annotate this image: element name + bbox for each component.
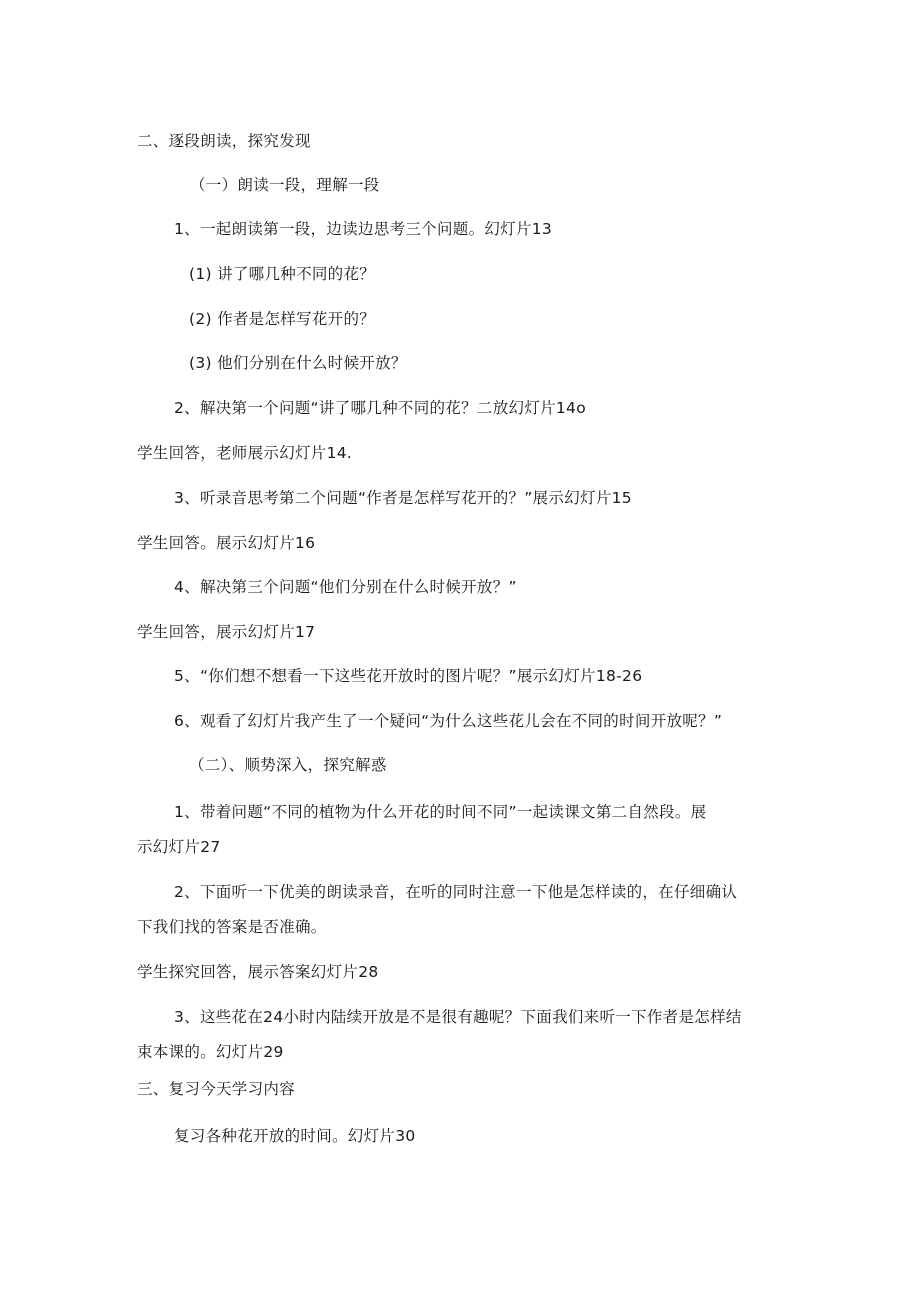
part2-heading: （二）、顺势深入，探究解惑 (189, 756, 387, 774)
question-1: (1) 讲了哪几种不同的花？ (189, 265, 376, 283)
part2-item-3-line1: 3、这些花在24小时内陆续开放是不是很有趣呢？下面我们来听一下作者是怎样结 (174, 1008, 742, 1026)
answer-1: 学生回答，老师展示幻灯片14. (137, 444, 353, 462)
answer-2: 学生回答。展示幻灯片16 (137, 534, 316, 552)
part2-item-3 (137, 1007, 742, 1062)
part2-item-1 (137, 802, 707, 857)
part2-answer: 学生探究回答，展示答案幻灯片28 (137, 963, 379, 981)
part2-item-2 (137, 882, 738, 937)
part2-item-2-line1: 2、下面听一下优美的朗读录音，在听的同时注意一下他是怎样读的，在仔细确认 (174, 883, 738, 901)
answer-3: 学生回答，展示幻灯片17 (137, 623, 316, 641)
part2-item-3-line2: 束本课的。幻灯片29 (137, 1043, 284, 1061)
part2-item-1-line2: 示幻灯片27 (137, 838, 221, 856)
part2-item-1-line1: 1、带着问题“不同的植物为什么开花的时间不同”一起读课文第二自然段。展 (174, 803, 707, 821)
review-line: 复习各种花开放的时间。幻灯片30 (174, 1127, 416, 1145)
item-4: 4、解决第三个问题“他们分别在什么时候开放？” (174, 578, 517, 596)
section2-heading: 二、逐段朗读，探究发现 (137, 132, 311, 150)
question-3: (3) 他们分别在什么时候开放？ (189, 354, 407, 372)
item-3: 3、听录音思考第二个问题“作者是怎样写花开的？”展示幻灯片15 (174, 489, 632, 507)
item-1: 1、一起朗读第一段，边读边思考三个问题。幻灯片13 (174, 220, 553, 238)
item-5: 5、“你们想不想看一下这些花开放时的图片呢？”展示幻灯片18-26 (174, 667, 643, 685)
item-2: 2、解决第一个问题“讲了哪几种不同的花？二放幻灯片14o (174, 399, 586, 417)
section3-heading: 三、复习今天学习内容 (137, 1080, 296, 1098)
item-6: 6、观看了幻灯片我产生了一个疑问“为什么这些花儿会在不同的时间开放呢？” (174, 712, 723, 730)
part1-heading: （一）朗读一段，理解一段 (190, 176, 380, 194)
part2-item-2-line2: 下我们找的答案是否准确。 (137, 918, 327, 936)
question-2: (2) 作者是怎样写花开的？ (189, 310, 376, 328)
